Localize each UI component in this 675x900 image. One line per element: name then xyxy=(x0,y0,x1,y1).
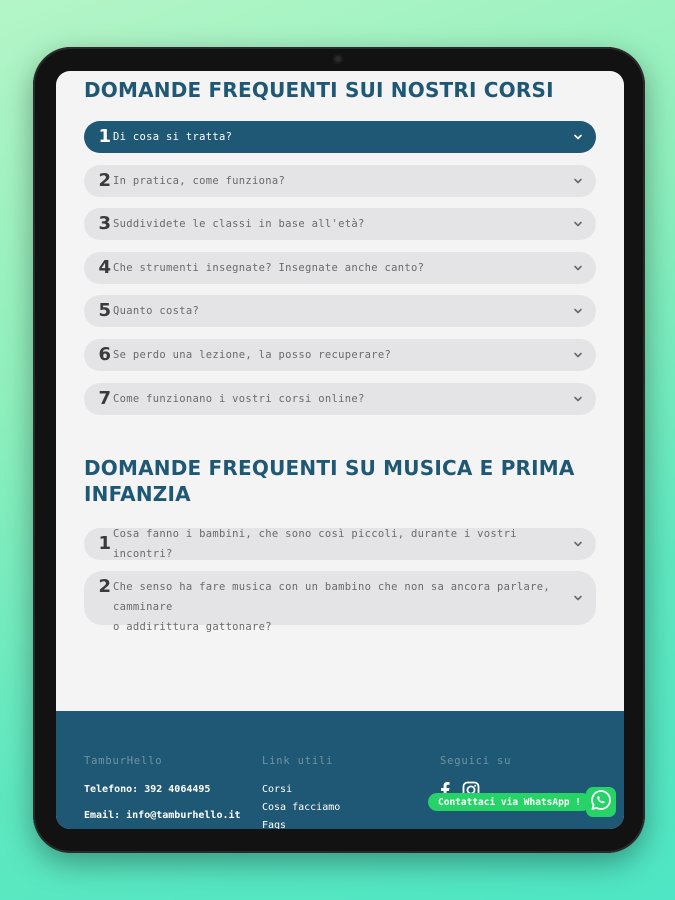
whatsapp-contact-pill[interactable]: Contattaci via WhatsApp ! xyxy=(428,793,591,811)
faq-question: Se perdo una lezione, la posso recuperare? xyxy=(113,349,392,361)
faq-item-3[interactable] xyxy=(84,208,596,240)
footer-link-cosa-facciamo[interactable]: Cosa facciamo xyxy=(262,802,341,813)
faq-number: 1 xyxy=(98,533,111,554)
chevron-down-icon[interactable] xyxy=(572,262,584,274)
faq-question: Cosa fanno i bambini, che sono così piccoli, durante i vostri incontri? xyxy=(113,528,517,560)
section-title-line: DOMANDE FREQUENTI SU MUSICA E PRIMA xyxy=(84,456,575,480)
faq-question: Che strumenti insegnate? Insegnate anche canto? xyxy=(113,262,425,274)
tablet-frame xyxy=(33,47,645,853)
faq-question: Come funzionano i vostri corsi online? xyxy=(113,393,365,405)
chevron-down-icon[interactable] xyxy=(572,538,584,550)
faq-question-line: Che senso ha fare musica con un bambino che non sa ancora parlare, camminare xyxy=(113,581,551,613)
faq-number: 4 xyxy=(98,257,111,278)
faq-number: 3 xyxy=(98,213,111,234)
footer-link-corsi[interactable]: Corsi xyxy=(262,784,293,795)
footer-link-faqs[interactable]: Faqs xyxy=(262,820,287,829)
chevron-down-icon[interactable] xyxy=(572,305,584,317)
section-title-early-childhood xyxy=(84,455,575,507)
faq-item-5[interactable] xyxy=(84,295,596,327)
chevron-down-icon[interactable] xyxy=(572,592,584,604)
footer-brand-heading: TamburHello xyxy=(84,755,163,767)
whatsapp-button[interactable] xyxy=(586,787,616,817)
footer-social-heading: Seguici su xyxy=(440,755,512,767)
footer-phone[interactable]: Telefono: 392 4064495 xyxy=(84,784,211,795)
faq-number: 5 xyxy=(98,300,111,321)
faq-number: 2 xyxy=(98,170,111,191)
faq-number: 7 xyxy=(98,388,111,409)
footer-links xyxy=(262,755,340,829)
faq-question xyxy=(113,577,596,637)
faq-item-7[interactable] xyxy=(84,383,596,415)
faq-question: Quanto costa? xyxy=(113,305,200,317)
whatsapp-icon xyxy=(590,789,612,815)
faq-question: In pratica, come funziona? xyxy=(113,175,286,187)
faq-number: 1 xyxy=(98,126,111,147)
chevron-down-icon[interactable] xyxy=(572,131,584,143)
faq-question-line: o addirittura gattonare? xyxy=(113,621,272,633)
footer-links-heading: Link utili xyxy=(262,755,334,767)
footer-contacts xyxy=(84,755,241,825)
faq-number: 6 xyxy=(98,344,111,365)
faq-item-infancy-2[interactable] xyxy=(84,571,596,633)
faq-item-6[interactable] xyxy=(84,339,596,371)
faq-item-1[interactable] xyxy=(84,121,596,153)
faq-question: Di cosa si tratta? xyxy=(113,131,233,143)
chevron-down-icon[interactable] xyxy=(572,175,584,187)
chevron-down-icon[interactable] xyxy=(572,218,584,230)
chevron-down-icon[interactable] xyxy=(572,393,584,405)
chevron-down-icon[interactable] xyxy=(572,349,584,361)
faq-question: Suddividete le classi in base all'età? xyxy=(113,218,365,230)
section-title-line: INFANZIA xyxy=(84,482,191,506)
faq-item-infancy-1[interactable] xyxy=(84,528,596,560)
screen xyxy=(56,71,624,829)
footer-email[interactable]: Email: info@tamburhello.it xyxy=(84,810,241,821)
footer xyxy=(56,711,624,829)
faq-item-4[interactable] xyxy=(84,252,596,284)
faq-item-2[interactable] xyxy=(84,165,596,197)
faq-number: 2 xyxy=(98,576,111,597)
section-title-courses: DOMANDE FREQUENTI SUI NOSTRI CORSI xyxy=(84,78,554,102)
camera-dot xyxy=(333,54,343,64)
